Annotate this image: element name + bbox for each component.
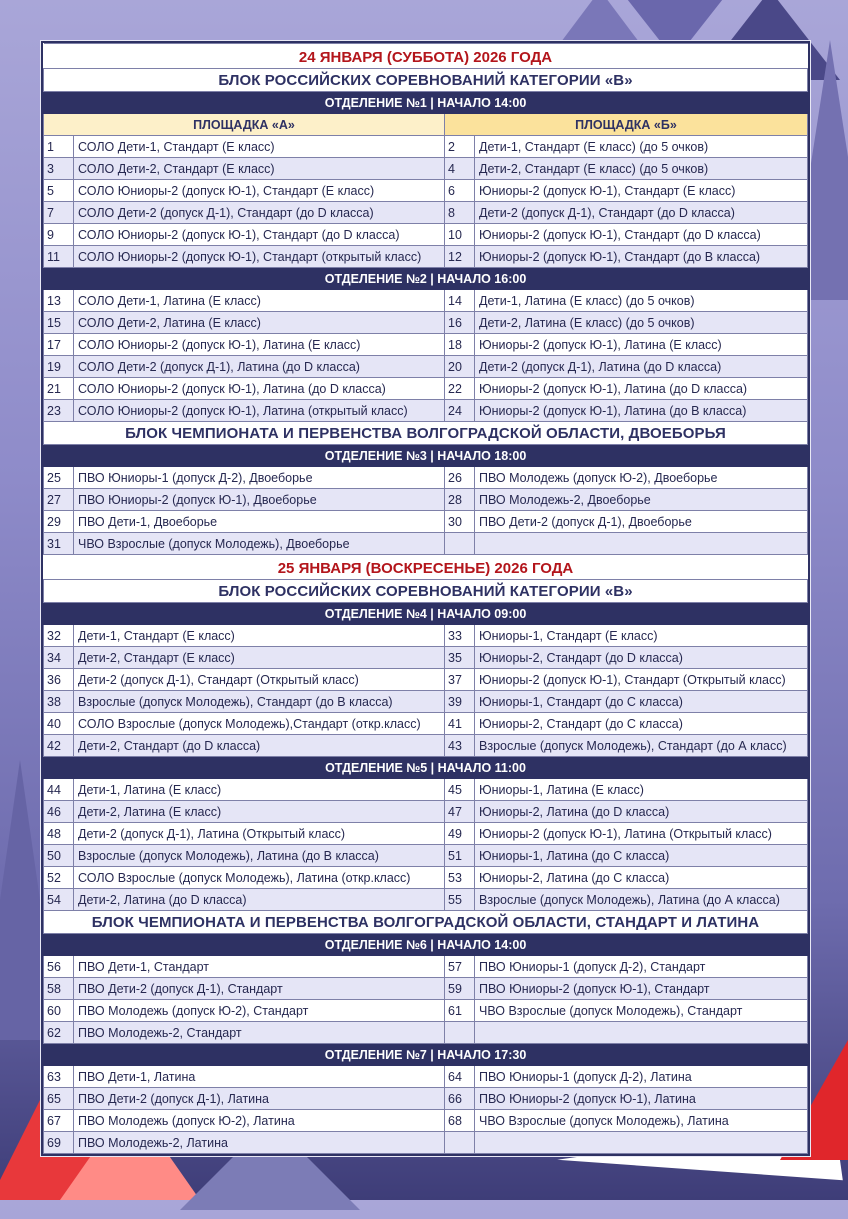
event-name-b: ПВО Молодежь-2, Двоеборье: [475, 489, 808, 511]
event-number-a: 46: [44, 801, 74, 823]
event-number-b: 47: [445, 801, 475, 823]
event-name-b: [475, 1132, 808, 1154]
event-name-b: ПВО Юниоры-2 (допуск Ю-1), Латина: [475, 1088, 808, 1110]
section-header: [44, 268, 808, 290]
section-header: [44, 934, 808, 956]
event-number-a: 29: [44, 511, 74, 533]
event-number-b: 30: [445, 511, 475, 533]
table-row: [44, 378, 808, 400]
event-number-b: 26: [445, 467, 475, 489]
table-row: [44, 1022, 808, 1044]
day-title-text: 25 ЯНВАРЯ (ВОСКРЕСЕНЬЕ) 2026 ГОДА: [44, 555, 808, 580]
event-name-a: ПВО Дети-2 (допуск Д-1), Стандарт: [74, 978, 445, 1000]
block-title: [44, 911, 808, 934]
event-number-a: 54: [44, 889, 74, 911]
event-name-a: ПВО Дети-2 (допуск Д-1), Латина: [74, 1088, 445, 1110]
event-number-a: 31: [44, 533, 74, 555]
event-number-b: 35: [445, 647, 475, 669]
event-number-a: 15: [44, 312, 74, 334]
event-name-a: Дети-2 (допуск Д-1), Латина (Открытый класс): [74, 823, 445, 845]
day-title-text: 24 ЯНВАРЯ (СУББОТА) 2026 ГОДА: [44, 44, 808, 69]
table-row: [44, 801, 808, 823]
event-number-a: 1: [44, 136, 74, 158]
event-number-a: 69: [44, 1132, 74, 1154]
event-number-b: 64: [445, 1066, 475, 1088]
venue-b-label: ПЛОЩАДКА «Б»: [445, 114, 808, 136]
event-number-b: 33: [445, 625, 475, 647]
event-number-a: 7: [44, 202, 74, 224]
event-name-b: Дети-2, Стандарт (Е класс) (до 5 очков): [475, 158, 808, 180]
table-row: [44, 489, 808, 511]
event-number-a: 23: [44, 400, 74, 422]
venue-row: [44, 114, 808, 136]
event-name-b: Дети-1, Стандарт (Е класс) (до 5 очков): [475, 136, 808, 158]
event-number-a: 52: [44, 867, 74, 889]
event-number-b: 49: [445, 823, 475, 845]
event-number-a: 9: [44, 224, 74, 246]
block-title: [44, 580, 808, 603]
table-row: [44, 400, 808, 422]
day-title: [44, 44, 808, 69]
table-row: [44, 889, 808, 911]
event-number-b: 8: [445, 202, 475, 224]
event-name-b: Юниоры-2 (допуск Ю-1), Латина (Открытый класс): [475, 823, 808, 845]
table-row: [44, 823, 808, 845]
event-number-a: 19: [44, 356, 74, 378]
event-number-b: 39: [445, 691, 475, 713]
table-row: [44, 779, 808, 801]
event-number-a: 25: [44, 467, 74, 489]
schedule-sheet: [41, 41, 810, 1156]
event-name-b: Юниоры-2, Стандарт (до D класса): [475, 647, 808, 669]
event-name-a: Дети-2, Латина (до D класса): [74, 889, 445, 911]
event-number-b: 2: [445, 136, 475, 158]
section-header: [44, 603, 808, 625]
block-title-text: БЛОК ЧЕМПИОНАТА И ПЕРВЕНСТВА ВОЛГОГРАДСКОЙ ОБЛАСТИ, СТАНДАРТ И ЛАТИНА: [44, 911, 808, 934]
event-number-a: 50: [44, 845, 74, 867]
event-number-b: 20: [445, 356, 475, 378]
event-number-a: 42: [44, 735, 74, 757]
table-row: [44, 845, 808, 867]
event-number-a: 32: [44, 625, 74, 647]
table-row: [44, 467, 808, 489]
event-name-a: СОЛО Юниоры-2 (допуск Ю-1), Латина (до D класса): [74, 378, 445, 400]
event-name-b: ПВО Молодежь (допуск Ю-2), Двоеборье: [475, 467, 808, 489]
block-title: [44, 422, 808, 445]
event-name-a: Дети-1, Стандарт (Е класс): [74, 625, 445, 647]
table-row: [44, 312, 808, 334]
table-row: [44, 647, 808, 669]
event-name-b: [475, 533, 808, 555]
event-number-b: 51: [445, 845, 475, 867]
event-number-b: 43: [445, 735, 475, 757]
event-name-a: СОЛО Юниоры-2 (допуск Ю-1), Стандарт (до D класса): [74, 224, 445, 246]
table-row: [44, 978, 808, 1000]
event-number-b: [445, 533, 475, 555]
event-number-a: 27: [44, 489, 74, 511]
table-row: [44, 1088, 808, 1110]
event-name-a: СОЛО Дети-1, Латина (Е класс): [74, 290, 445, 312]
section-header-text: ОТДЕЛЕНИЕ №4 | НАЧАЛО 09:00: [44, 603, 808, 625]
section-header-text: ОТДЕЛЕНИЕ №5 | НАЧАЛО 11:00: [44, 757, 808, 779]
table-row: [44, 511, 808, 533]
event-name-a: СОЛО Взрослые (допуск Молодежь),Стандарт (откр.класс): [74, 713, 445, 735]
event-name-a: СОЛО Дети-1, Стандарт (Е класс): [74, 136, 445, 158]
event-name-b: Юниоры-2 (допуск Ю-1), Латина (Е класс): [475, 334, 808, 356]
event-name-b: Взрослые (допуск Молодежь), Латина (до А класса): [475, 889, 808, 911]
event-number-a: 3: [44, 158, 74, 180]
table-row: [44, 1000, 808, 1022]
event-name-a: ПВО Дети-1, Латина: [74, 1066, 445, 1088]
table-row: [44, 246, 808, 268]
event-name-b: Юниоры-2, Латина (до D класса): [475, 801, 808, 823]
event-name-a: ПВО Дети-1, Стандарт: [74, 956, 445, 978]
event-name-b: Юниоры-1, Латина (Е класс): [475, 779, 808, 801]
event-name-a: ПВО Молодежь (допуск Ю-2), Латина: [74, 1110, 445, 1132]
event-name-a: Дети-2, Латина (Е класс): [74, 801, 445, 823]
event-name-b: [475, 1022, 808, 1044]
event-number-a: 11: [44, 246, 74, 268]
table-row: [44, 713, 808, 735]
event-number-b: 61: [445, 1000, 475, 1022]
event-name-a: СОЛО Взрослые (допуск Молодежь), Латина (откр.класс): [74, 867, 445, 889]
event-number-a: 44: [44, 779, 74, 801]
table-row: [44, 290, 808, 312]
section-header: [44, 445, 808, 467]
event-name-a: СОЛО Юниоры-2 (допуск Ю-1), Стандарт (открытый класс): [74, 246, 445, 268]
event-number-b: 55: [445, 889, 475, 911]
event-number-b: 45: [445, 779, 475, 801]
event-number-a: 48: [44, 823, 74, 845]
block-title-text: БЛОК РОССИЙСКИХ СОРЕВНОВАНИЙ КАТЕГОРИИ «В»: [44, 69, 808, 92]
event-number-b: 24: [445, 400, 475, 422]
block-title: [44, 69, 808, 92]
event-number-b: 66: [445, 1088, 475, 1110]
event-name-b: Дети-2, Латина (Е класс) (до 5 очков): [475, 312, 808, 334]
event-name-b: Дети-2 (допуск Д-1), Стандарт (до D класса): [475, 202, 808, 224]
event-number-b: 28: [445, 489, 475, 511]
event-name-a: СОЛО Юниоры-2 (допуск Ю-1), Стандарт (Е класс): [74, 180, 445, 202]
event-name-b: Юниоры-2 (допуск Ю-1), Стандарт (до В класса): [475, 246, 808, 268]
table-row: [44, 158, 808, 180]
event-number-a: 67: [44, 1110, 74, 1132]
event-name-b: ПВО Юниоры-1 (допуск Д-2), Латина: [475, 1066, 808, 1088]
event-number-b: 37: [445, 669, 475, 691]
event-name-b: Юниоры-2 (допуск Ю-1), Латина (до В класса): [475, 400, 808, 422]
table-row: [44, 735, 808, 757]
event-name-a: СОЛО Дети-2 (допуск Д-1), Латина (до D класса): [74, 356, 445, 378]
day-title: [44, 555, 808, 580]
event-name-b: Взрослые (допуск Молодежь), Стандарт (до А класс): [475, 735, 808, 757]
event-name-b: Юниоры-2, Стандарт (до С класса): [475, 713, 808, 735]
event-number-b: 6: [445, 180, 475, 202]
event-name-a: Дети-2 (допуск Д-1), Стандарт (Открытый класс): [74, 669, 445, 691]
event-name-b: Юниоры-2 (допуск Ю-1), Стандарт (Е класс): [475, 180, 808, 202]
event-number-a: 56: [44, 956, 74, 978]
event-name-b: Юниоры-1, Стандарт (до С класса): [475, 691, 808, 713]
event-name-a: ПВО Дети-1, Двоеборье: [74, 511, 445, 533]
event-number-b: 10: [445, 224, 475, 246]
table-row: [44, 533, 808, 555]
event-name-b: ПВО Юниоры-1 (допуск Д-2), Стандарт: [475, 956, 808, 978]
table-row: [44, 867, 808, 889]
table-row: [44, 334, 808, 356]
event-number-a: 5: [44, 180, 74, 202]
event-number-b: [445, 1022, 475, 1044]
event-name-a: ПВО Юниоры-1 (допуск Д-2), Двоеборье: [74, 467, 445, 489]
event-name-b: ПВО Дети-2 (допуск Д-1), Двоеборье: [475, 511, 808, 533]
event-name-a: СОЛО Дети-2, Латина (Е класс): [74, 312, 445, 334]
event-number-b: 53: [445, 867, 475, 889]
event-name-a: Взрослые (допуск Молодежь), Латина (до В класса): [74, 845, 445, 867]
table-row: [44, 956, 808, 978]
event-number-a: 40: [44, 713, 74, 735]
section-header: [44, 757, 808, 779]
event-number-b: 57: [445, 956, 475, 978]
event-number-b: 41: [445, 713, 475, 735]
event-name-a: СОЛО Юниоры-2 (допуск Ю-1), Латина (Е класс): [74, 334, 445, 356]
table-row: [44, 1110, 808, 1132]
event-name-a: ПВО Молодежь-2, Латина: [74, 1132, 445, 1154]
event-name-a: СОЛО Юниоры-2 (допуск Ю-1), Латина (открытый класс): [74, 400, 445, 422]
event-name-b: ПВО Юниоры-2 (допуск Ю-1), Стандарт: [475, 978, 808, 1000]
event-name-a: Дети-1, Латина (Е класс): [74, 779, 445, 801]
event-number-a: 65: [44, 1088, 74, 1110]
event-name-b: Юниоры-2 (допуск Ю-1), Стандарт (Открытый класс): [475, 669, 808, 691]
venue-a-label: ПЛОЩАДКА «А»: [44, 114, 445, 136]
event-number-b: 12: [445, 246, 475, 268]
event-number-a: 21: [44, 378, 74, 400]
event-name-a: Дети-2, Стандарт (до D класса): [74, 735, 445, 757]
event-number-a: 36: [44, 669, 74, 691]
event-name-a: СОЛО Дети-2, Стандарт (Е класс): [74, 158, 445, 180]
table-row: [44, 1132, 808, 1154]
event-name-b: Дети-1, Латина (Е класс) (до 5 очков): [475, 290, 808, 312]
event-name-a: ПВО Молодежь (допуск Ю-2), Стандарт: [74, 1000, 445, 1022]
event-name-b: Юниоры-1, Стандарт (Е класс): [475, 625, 808, 647]
event-name-a: Взрослые (допуск Молодежь), Стандарт (до В класса): [74, 691, 445, 713]
event-name-b: ЧВО Взрослые (допуск Молодежь), Стандарт: [475, 1000, 808, 1022]
event-number-a: 63: [44, 1066, 74, 1088]
section-header-text: ОТДЕЛЕНИЕ №6 | НАЧАЛО 14:00: [44, 934, 808, 956]
event-number-a: 34: [44, 647, 74, 669]
event-number-a: 38: [44, 691, 74, 713]
event-name-a: Дети-2, Стандарт (Е класс): [74, 647, 445, 669]
table-row: [44, 669, 808, 691]
event-name-a: ПВО Молодежь-2, Стандарт: [74, 1022, 445, 1044]
event-name-a: ЧВО Взрослые (допуск Молодежь), Двоеборье: [74, 533, 445, 555]
table-row: [44, 180, 808, 202]
table-row: [44, 224, 808, 246]
table-row: [44, 202, 808, 224]
event-number-b: 59: [445, 978, 475, 1000]
event-name-b: Юниоры-1, Латина (до С класса): [475, 845, 808, 867]
table-row: [44, 356, 808, 378]
event-number-b: [445, 1132, 475, 1154]
section-header: [44, 1044, 808, 1066]
event-name-a: СОЛО Дети-2 (допуск Д-1), Стандарт (до D класса): [74, 202, 445, 224]
event-number-a: 62: [44, 1022, 74, 1044]
event-number-b: 68: [445, 1110, 475, 1132]
event-number-a: 60: [44, 1000, 74, 1022]
event-number-a: 58: [44, 978, 74, 1000]
event-name-b: Юниоры-2 (допуск Ю-1), Латина (до D класса): [475, 378, 808, 400]
event-number-a: 17: [44, 334, 74, 356]
section-header: [44, 92, 808, 114]
event-number-b: 18: [445, 334, 475, 356]
section-header-text: ОТДЕЛЕНИЕ №7 | НАЧАЛО 17:30: [44, 1044, 808, 1066]
section-header-text: ОТДЕЛЕНИЕ №3 | НАЧАЛО 18:00: [44, 445, 808, 467]
event-name-b: Дети-2 (допуск Д-1), Латина (до D класса): [475, 356, 808, 378]
event-name-b: ЧВО Взрослые (допуск Молодежь), Латина: [475, 1110, 808, 1132]
section-header-text: ОТДЕЛЕНИЕ №2 | НАЧАЛО 16:00: [44, 268, 808, 290]
event-number-b: 14: [445, 290, 475, 312]
table-row: [44, 625, 808, 647]
event-name-b: Юниоры-2, Латина (до С класса): [475, 867, 808, 889]
event-name-b: Юниоры-2 (допуск Ю-1), Стандарт (до D класса): [475, 224, 808, 246]
table-row: [44, 136, 808, 158]
event-number-b: 22: [445, 378, 475, 400]
schedule-table: [43, 43, 808, 1154]
table-row: [44, 1066, 808, 1088]
event-number-b: 4: [445, 158, 475, 180]
block-title-text: БЛОК ЧЕМПИОНАТА И ПЕРВЕНСТВА ВОЛГОГРАДСКОЙ ОБЛАСТИ, ДВОЕБОРЬЯ: [44, 422, 808, 445]
table-row: [44, 691, 808, 713]
event-number-b: 16: [445, 312, 475, 334]
section-header-text: ОТДЕЛЕНИЕ №1 | НАЧАЛО 14:00: [44, 92, 808, 114]
block-title-text: БЛОК РОССИЙСКИХ СОРЕВНОВАНИЙ КАТЕГОРИИ «В»: [44, 580, 808, 603]
event-name-a: ПВО Юниоры-2 (допуск Ю-1), Двоеборье: [74, 489, 445, 511]
event-number-a: 13: [44, 290, 74, 312]
